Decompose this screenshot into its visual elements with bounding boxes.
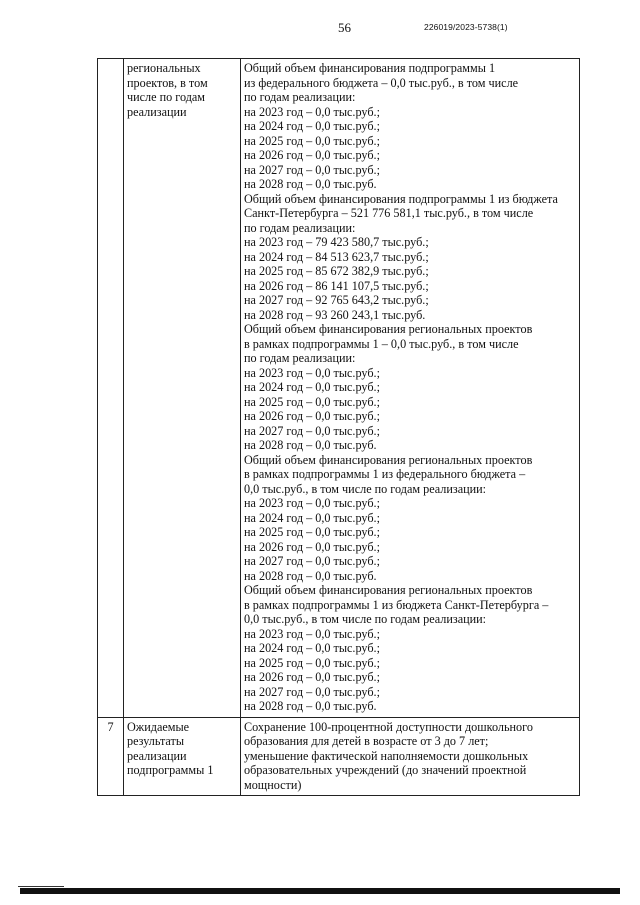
text-line: на 2024 год – 84 513 623,7 тыс.руб.; [244, 249, 429, 264]
text-line: в рамках подпрограммы 1 из бюджета Санкт-Петербурга – [244, 597, 549, 612]
text-line: на 2028 год – 0,0 тыс.руб. [244, 438, 377, 452]
text-line: на 2026 год – 0,0 тыс.руб.; [244, 670, 380, 684]
text-line: на 2023 год – 0,0 тыс.руб.; [244, 626, 380, 641]
text-line: по годам реализации: [244, 220, 356, 235]
text-line: в рамках подпрограммы 1 из федерального бюджета – [244, 467, 526, 481]
text-line: на 2027 год – 0,0 тыс.руб.; [244, 554, 380, 568]
text-line: на 2024 год – 0,0 тыс.руб.; [244, 380, 380, 394]
text-line: на 2027 год – 0,0 тыс.руб.; [244, 684, 380, 699]
text-line: на 2024 год – 0,0 тыс.руб.; [244, 510, 380, 525]
text-line: Общий объем финансирования подпрограммы 1 [244, 61, 496, 75]
row-number-cell [98, 59, 124, 718]
text-line: на 2024 год – 0,0 тыс.руб.; [244, 119, 380, 133]
row-content-cell [241, 59, 580, 718]
text-line: 0,0 тыс.руб., в том числе по годам реализации: [244, 612, 487, 626]
text-line: Общий объем финансирования подпрограммы 1 из бюджета [244, 191, 558, 206]
text-line: на 2023 год – 0,0 тыс.руб.; [244, 496, 380, 510]
table-row [98, 59, 580, 718]
text-line: числе по годам [127, 90, 206, 104]
footer-thin-rule [18, 886, 64, 887]
footer-rule [20, 888, 620, 894]
text-line: на 2023 год – 0,0 тыс.руб.; [244, 104, 380, 119]
text-line: образовательных учреждений (до значений проектной [244, 763, 527, 777]
row-label-cell [124, 717, 241, 796]
text-line: реализации [127, 104, 187, 119]
text-line: на 2023 год – 0,0 тыс.руб.; [244, 365, 380, 380]
text-line: на 2025 год – 0,0 тыс.руб.; [244, 394, 380, 409]
text-line: на 2028 год – 0,0 тыс.руб. [244, 177, 377, 191]
text-line: 0,0 тыс.руб., в том числе по годам реализации: [244, 481, 487, 496]
text-line: по годам реализации: [244, 90, 356, 104]
text-line: на 2025 год – 0,0 тыс.руб.; [244, 655, 380, 670]
text-line: на 2026 год – 86 141 107,5 тыс.руб.; [244, 278, 429, 293]
row-label-cell [124, 59, 241, 718]
text-line: мощности) [244, 777, 302, 792]
text-line: Общий объем финансирования региональных проектов [244, 452, 533, 467]
text-line: на 2025 год – 0,0 тыс.руб.; [244, 133, 380, 148]
text-line: результаты [127, 734, 185, 748]
text-line: на 2027 год – 0,0 тыс.руб.; [244, 423, 380, 438]
text-line: из федерального бюджета – 0,0 тыс.руб., в том числе [244, 75, 519, 90]
text-line: Общий объем финансирования региональных проектов [244, 322, 533, 336]
text-line: на 2025 год – 85 672 382,9 тыс.руб.; [244, 264, 429, 278]
text-line: на 2027 год – 0,0 тыс.руб.; [244, 162, 380, 177]
text-line: Сохранение 100-процентной доступности дошкольного [244, 719, 533, 734]
text-line: на 2027 год – 92 765 643,2 тыс.руб.; [244, 293, 429, 307]
text-line: на 2023 год – 79 423 580,7 тыс.руб.; [244, 235, 429, 249]
text-line: на 2024 год – 0,0 тыс.руб.; [244, 641, 380, 655]
text-line: проектов, в том [127, 75, 208, 90]
page-number: 56 [338, 20, 351, 35]
text-line: Общий объем финансирования региональных проектов [244, 583, 533, 597]
text-line: уменьшение фактической наполняемости дошкольных [244, 748, 529, 763]
row-content-cell [241, 717, 580, 796]
text-line: на 2026 год – 0,0 тыс.руб.; [244, 539, 380, 554]
text-line: в рамках подпрограммы 1 – 0,0 тыс.руб., в том числе [244, 336, 519, 351]
text-line: Санкт-Петербурга – 521 776 581,1 тыс.руб., в том числе [244, 206, 534, 220]
text-line: образования для детей в возрасте от 3 до 7 лет; [244, 734, 489, 748]
text-line: на 2028 год – 0,0 тыс.руб. [244, 699, 377, 713]
text-line: на 2026 год – 0,0 тыс.руб.; [244, 409, 380, 423]
text-line: по годам реализации: [244, 351, 356, 365]
text-line: на 2028 год – 93 260 243,1 тыс.руб. [244, 307, 426, 322]
table-row [98, 717, 580, 796]
text-line: региональных [127, 61, 201, 75]
text-line: на 2026 год – 0,0 тыс.руб.; [244, 148, 380, 162]
text-line: на 2025 год – 0,0 тыс.руб.; [244, 525, 380, 539]
document-id: 226019/2023-5738(1) [424, 22, 508, 32]
text-line: подпрограммы 1 [127, 763, 214, 777]
text-line: на 2028 год – 0,0 тыс.руб. [244, 568, 377, 583]
text-line: Ожидаемые [127, 719, 190, 734]
text-line: реализации [127, 748, 187, 763]
subprogram-passport-table [97, 58, 580, 796]
row-number-cell: 7 [98, 717, 124, 796]
